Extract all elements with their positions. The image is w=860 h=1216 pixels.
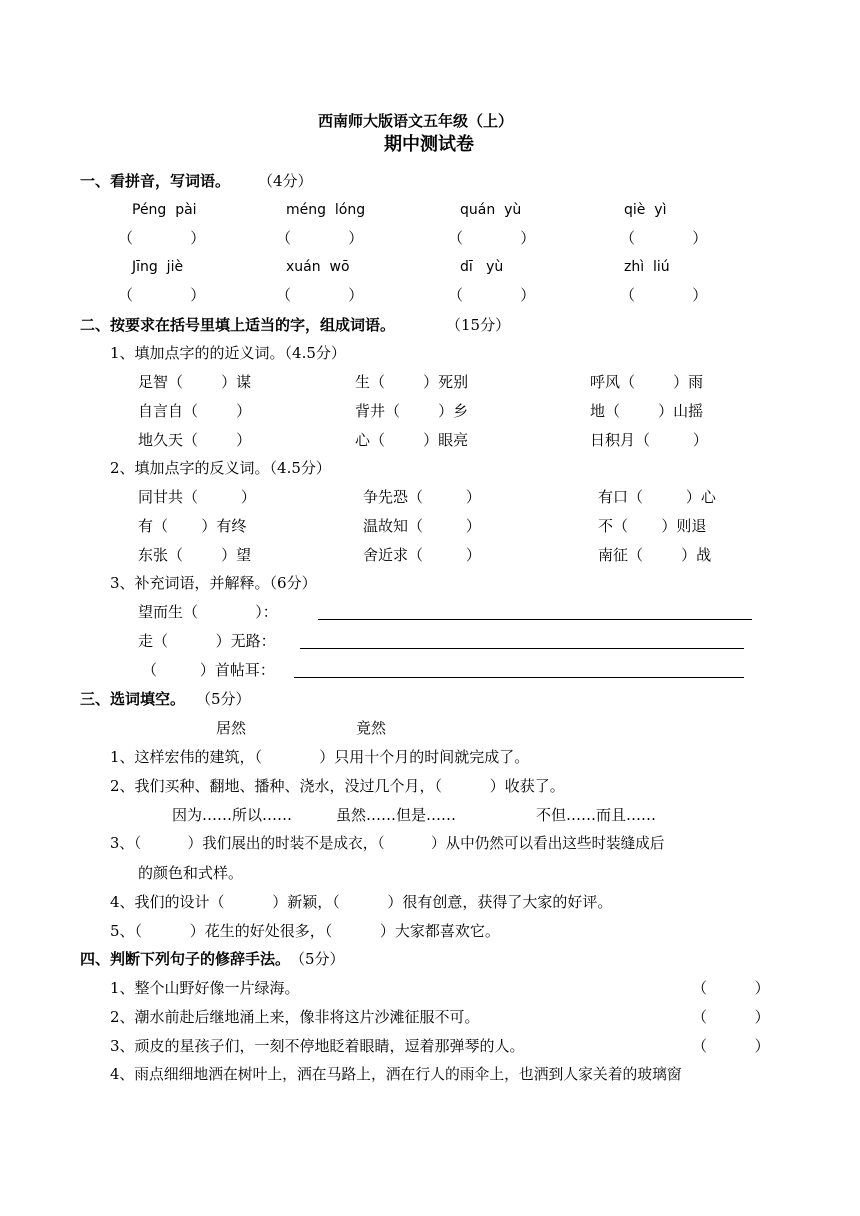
word-choice: 竟然 [356, 719, 387, 737]
answer-blank[interactable]: （ ） [692, 979, 770, 997]
fill-item: 望而生（ ）： [138, 603, 278, 621]
idiom-item: 南征（ ）战 [598, 546, 712, 564]
pinyin: zhì liú [624, 259, 670, 275]
title-line1: 西南师大版语文五年级（上） [318, 112, 514, 130]
section4-heading: 四、判断下列句子的修辞手法。 [80, 950, 291, 968]
rhetoric-item: 3、顽皮的星孩子们，一刻不停地眨着眼睛，逗着那弹琴的人。 [110, 1037, 525, 1055]
answer-blank[interactable]: （ ） [118, 229, 206, 247]
question: 5、（ ）花生的好处很多，（ ）大家都喜欢它。 [110, 922, 500, 940]
idiom-item: 有（ ）有终 [138, 517, 247, 535]
idiom-item: 日积月（ ） [590, 431, 708, 449]
section3-heading: 三、选词填空。 [80, 690, 186, 708]
question: 1、这样宏伟的建筑，（ ）只用十个月的时间就完成了。 [110, 748, 530, 766]
pinyin: qiè yì [624, 202, 667, 218]
answer-blank[interactable]: （ ） [692, 1008, 770, 1026]
pinyin: quán yù [460, 202, 522, 218]
answer-blank[interactable]: （ ） [448, 286, 536, 304]
section1-heading: 一、看拼音，写词语。 [80, 172, 231, 190]
word-choice: 不但……而且…… [536, 806, 657, 824]
idiom-item: 温故知（ ） [363, 517, 481, 535]
idiom-item: 同甘共（ ） [138, 488, 256, 506]
question: 2、我们买种、翻地、播种、浇水，没过几个月，（ ）收获了。 [110, 777, 565, 795]
word-choice: 因为……所以…… [172, 806, 293, 824]
section3-score: （5分） [196, 690, 251, 708]
idiom-item: 争先恐（ ） [363, 488, 481, 506]
idiom-item: 心（ ）眼亮 [355, 431, 469, 449]
answer-line[interactable] [318, 619, 752, 620]
sub2-label: 2、填加点字的反义词。（4.5分） [110, 459, 331, 477]
rhetoric-item: 1、整个山野好像一片绿海。 [110, 979, 300, 997]
answer-line[interactable] [300, 648, 744, 649]
idiom-item: 有口（ ）心 [598, 488, 716, 506]
rhetoric-item: 2、潮水前赴后继地涌上来，像非将这片沙滩征服不可。 [110, 1008, 480, 1026]
answer-blank[interactable]: （ ） [118, 286, 206, 304]
idiom-item: 东张（ ）望 [138, 546, 252, 564]
answer-blank[interactable]: （ ） [620, 286, 708, 304]
pinyin: xuán wō [286, 259, 350, 275]
section2-heading: 二、按要求在括号里填上适当的字，组成词语。 [80, 316, 396, 334]
section4-score: （5分） [290, 950, 345, 968]
answer-blank[interactable]: （ ） [448, 229, 536, 247]
pinyin: Péng pài [132, 202, 197, 218]
section2-score: （15分） [446, 316, 511, 334]
sub3-label: 3、补充词语，并解释。（6分） [110, 574, 317, 592]
fill-item: 走（ ）无路： [138, 632, 276, 650]
answer-blank[interactable]: （ ） [276, 286, 364, 304]
question: 4、我们的设计（ ）新颖，（ ）很有创意，获得了大家的好评。 [110, 893, 613, 911]
idiom-item: 舍近求（ ） [363, 546, 481, 564]
answer-blank[interactable]: （ ） [692, 1037, 770, 1055]
pinyin: méng lóng [286, 202, 366, 218]
word-choice: 居然 [216, 719, 247, 737]
answer-blank[interactable]: （ ） [620, 229, 708, 247]
idiom-item: 自言自（ ） [138, 402, 252, 420]
sub1-label: 1、填加点字的的近义词。（4.5分） [110, 344, 346, 362]
title-line2: 期中测试卷 [384, 134, 474, 155]
pinyin: Jīng jiè [132, 259, 184, 275]
answer-blank[interactable]: （ ） [276, 229, 364, 247]
idiom-item: 不（ ）则退 [598, 517, 707, 535]
idiom-item: 地（ ）山摇 [590, 402, 704, 420]
answer-line[interactable] [294, 677, 744, 678]
idiom-item: 呼风（ ）雨 [590, 373, 704, 391]
idiom-item: 地久天（ ） [138, 431, 252, 449]
idiom-item: 足智（ ）谋 [138, 373, 252, 391]
section1-score: （4分） [258, 172, 313, 190]
idiom-item: 生（ ）死别 [355, 373, 469, 391]
question: 3、（ ）我们展出的时装不是成衣，（ ）从中仍然可以看出这些时装缝成后 [110, 835, 665, 852]
question-continued: 的颜色和式样。 [138, 864, 244, 882]
idiom-item: 背井（ ）乡 [355, 402, 469, 420]
fill-item: （ ）首帖耳： [142, 661, 275, 679]
rhetoric-item: 4、雨点细细地洒在树叶上，洒在马路上，洒在行人的雨伞上，也洒到人家关着的玻璃窗 [110, 1066, 682, 1083]
pinyin: dī yù [460, 259, 504, 275]
word-choice: 虽然……但是…… [336, 806, 457, 824]
